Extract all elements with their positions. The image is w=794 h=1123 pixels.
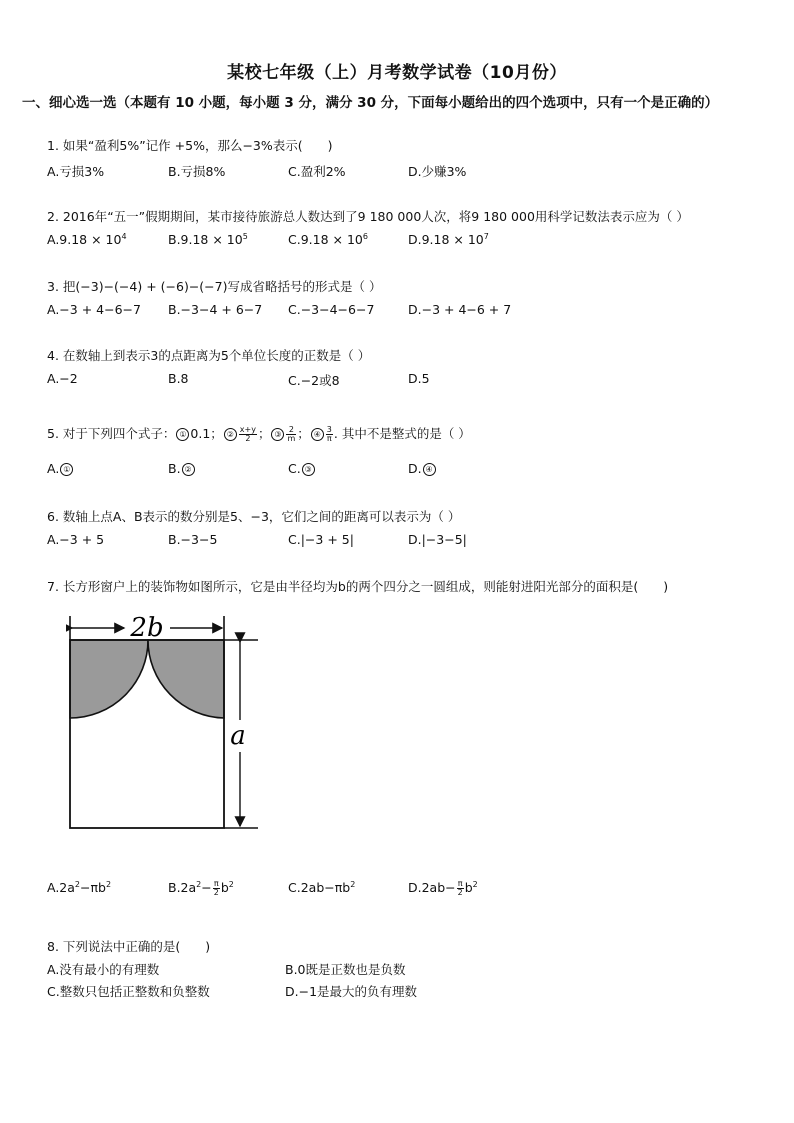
option-b: B. ② [168,461,196,476]
option-a: $A.9.18 \times 10^4$ [47,231,127,247]
circled-2: ② [224,428,237,441]
option-a: A. ① [47,461,74,476]
option-b: $B.2a^2-$ $\frac{\pi}{2}$ $b^2$ [168,879,234,897]
circled-1: ① [176,428,189,441]
option-a: A.−3 + 4−6−7 [47,302,141,317]
question-1-stem: 1. 如果“盈利5%”记作 +5%，那么−3%表示( ) [47,138,333,153]
question-8-stem: 8. 下列说法中正确的是( ) [47,939,211,954]
height-label: a [230,721,246,751]
fraction-2-over-m: $\frac{2}{m}$ [287,425,296,443]
question-4-stem: 4. 在数轴上到表示3的点距离为5个单位长度的正数是（ ） [47,348,371,363]
width-label: 2b [130,613,164,643]
option-d: D.−1是最大的负有理数 [285,984,418,999]
question-3-stem: 3. 把(−3)−(−4) + (−6)−(−7)写成省略括号的形式是（ ） [47,279,382,294]
option-b: B.−3−4 + 6−7 [168,302,263,317]
option-a: A.−3 + 5 [47,532,105,547]
question-7-stem: 7. 长方形窗户上的装饰物如图所示，它是由半径均为b的两个四分之一圆组成，则能射进阳光部分的面积是( ) [47,579,669,594]
question-6-stem: 6. 数轴上点A、B表示的数分别是5、−3，它们之间的距离可以表示为（ ） [47,509,461,524]
shaded-left-quarter-circle [70,640,148,718]
option-c: $C.2ab-\pi b^2$ [288,879,356,895]
option-d: D.少赚3% [408,164,467,179]
circled-4: ④ [311,428,324,441]
question-2-stem: 2. 2016年“五一”假期期间，某市接待旅游总人数达到了9 180 000人次，将9 180 000用科学记数法表示应为（ ） [47,209,689,224]
circled-3: ③ [271,428,284,441]
option-c: C.整数只包括正整数和负整数 [47,984,210,999]
option-b: B.亏损8% [168,164,226,179]
option-b: B.8 [168,371,189,386]
option-d: $D.9.18 \times 10^7$ [408,231,489,247]
option-d: D.|−3−5| [408,532,467,547]
option-c: C.−2或8 [288,373,340,388]
option-c: C.−3−4−6−7 [288,302,375,317]
option-a: $A.2a^2-\pi b^2$ [47,879,112,895]
option-d: D. ④ [408,461,437,476]
option-d: D.−3 + 4−6 + 7 [408,302,512,317]
option-b: $B.9.18 \times 10^5$ [168,231,248,247]
section-heading: 一、细心选一选（本题有 10 小题，每小题 3 分，满分 30 分，下面每小题给出的四个选项中，只有一个是正确的） [22,95,719,111]
exam-title: 某校七年级（上）月考数学试卷（10月份） [227,63,567,83]
option-c: C. ③ [288,461,316,476]
option-d: D.2ab− $\frac{\pi}{2}$ $b^2$ [408,879,478,897]
option-c: $C.9.18 \times 10^6$ [288,231,368,247]
option-b: B.−3−5 [168,532,218,547]
option-c: C.|−3 + 5| [288,532,354,547]
option-a: A.没有最小的有理数 [47,962,160,977]
option-a: A.亏损3% [47,164,105,179]
option-b: B.0既是正数也是负数 [285,962,406,977]
shaded-right-quarter-circle [148,640,224,718]
option-d: D.5 [408,371,430,386]
window-figure [66,610,266,832]
fraction-x-plus-y-over-2: $\frac{x+y}{2}$ [239,425,256,443]
question-5-stem: 5. 对于下列四个式子： ① 0.1； ② $\frac{x+y}{2}$ ； ③ $\frac{2}{m}$ ； ④ $\frac{3}{\pi}$ . 其中不是整式的是（ ） [47,425,471,443]
option-a: A.−2 [47,371,78,386]
option-c: C.盈利2% [288,164,346,179]
fraction-3-over-pi: $\frac{3}{\pi}$ [326,425,332,443]
